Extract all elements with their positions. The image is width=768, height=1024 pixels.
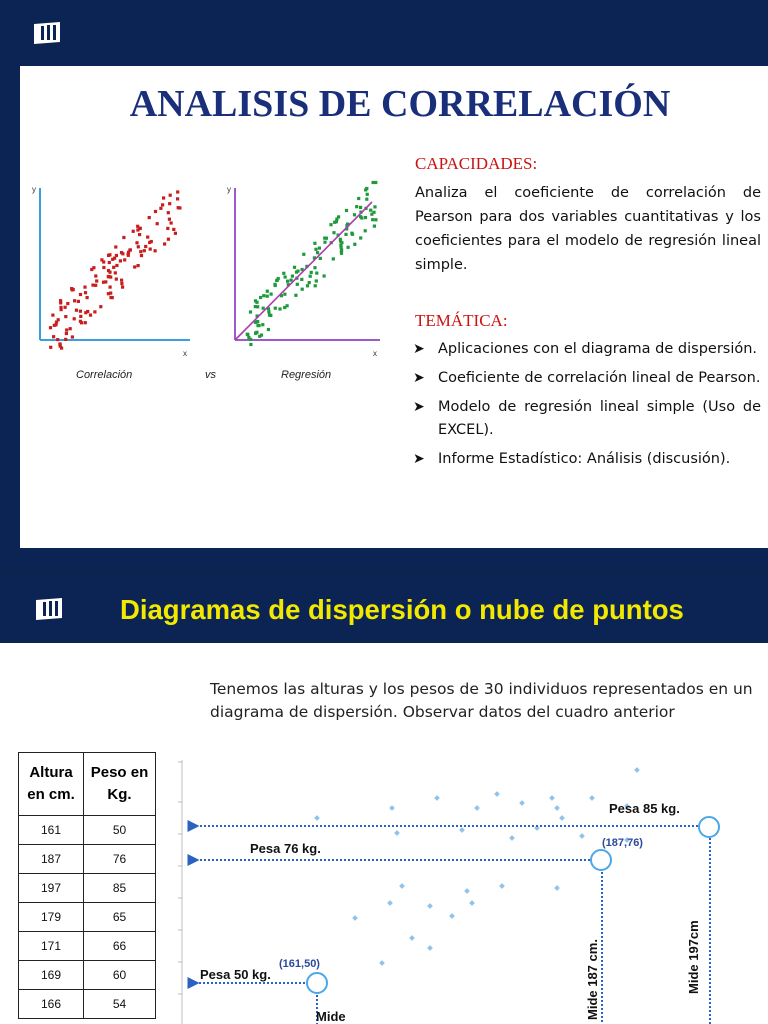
regression-point <box>371 218 374 221</box>
correlation-point <box>120 282 123 285</box>
table-row <box>19 874 156 903</box>
caption-correlation: Correlación <box>76 369 133 381</box>
correlation-point <box>149 248 152 251</box>
height-cell: 169 <box>19 961 84 990</box>
regression-point <box>323 237 326 240</box>
regression-point <box>268 314 271 317</box>
regression-point <box>344 233 347 236</box>
regression-point <box>246 333 249 336</box>
regression-point <box>254 299 257 302</box>
regression-point <box>295 271 298 274</box>
correlation-point <box>176 190 179 193</box>
scatter-point <box>579 833 585 839</box>
correlation-points <box>49 190 182 349</box>
scatter-point <box>379 960 385 966</box>
reg-axis-x-label: x <box>373 349 377 358</box>
correlation-point <box>163 242 166 245</box>
slide-title: ANALISIS DE CORRELACIÓN <box>129 83 671 125</box>
correlation-point <box>64 315 67 318</box>
arrow-bullet-icon: ➤ <box>413 451 425 467</box>
correlation-point <box>92 266 95 269</box>
correlation-point <box>156 222 159 225</box>
correlation-point <box>174 232 177 235</box>
correlation-point <box>66 302 69 305</box>
correlation-point <box>71 335 74 338</box>
correlation-point <box>172 228 175 231</box>
regression-point <box>372 211 375 214</box>
scatter-point <box>427 945 433 951</box>
correlation-point <box>139 250 142 253</box>
regression-point <box>266 290 269 293</box>
y-axis <box>178 760 182 1024</box>
scatter-point <box>352 915 358 921</box>
scatter-point <box>434 795 440 801</box>
tematica-item: ➤ Coeficiente de correlación lineal de Pearson. <box>413 367 761 390</box>
regression-plot <box>227 181 380 358</box>
scatter-point <box>519 800 525 806</box>
label-mide-187: Mide 187 cm. <box>585 939 600 1020</box>
correlation-point <box>109 286 112 289</box>
correlation-point <box>115 278 118 281</box>
correlation-point <box>144 245 147 248</box>
university-logo-icon <box>32 20 62 46</box>
correlation-point <box>102 266 105 269</box>
correlation-point <box>64 306 67 309</box>
capacidades-heading: CAPACIDADES: <box>415 154 538 173</box>
correlation-point <box>161 203 164 206</box>
correlation-point <box>52 335 55 338</box>
regression-point <box>366 193 369 196</box>
regression-point <box>340 248 343 251</box>
table-header-row <box>19 753 156 816</box>
correlation-point <box>146 236 149 239</box>
regression-point <box>365 187 368 190</box>
height-cell: 179 <box>19 903 84 932</box>
correlation-point <box>53 324 56 327</box>
correlation-point <box>170 221 173 224</box>
scatter-point <box>469 900 475 906</box>
header-height: Altura en cm. <box>19 753 84 816</box>
header-bar <box>0 0 768 66</box>
height-weight-table <box>18 752 156 1019</box>
regression-point <box>256 305 259 308</box>
correlation-point <box>166 227 169 230</box>
scatter-point <box>589 795 595 801</box>
regression-point <box>323 241 326 244</box>
regression-point <box>319 257 322 260</box>
intro-text: Tenemos las alturas y los pesos de 30 individuos representados en un diagrama de dispersión. Observar datos del cuadro anterior <box>210 680 753 721</box>
regression-point <box>359 236 362 239</box>
correlation-point <box>108 261 111 264</box>
correlation-point <box>120 279 123 282</box>
height-cell: 166 <box>19 990 84 1019</box>
highlight-point-187-76 <box>591 850 611 870</box>
height-cell: 171 <box>19 932 84 961</box>
correlation-point <box>111 296 114 299</box>
weight-cell: 60 <box>84 961 156 990</box>
correlation-point <box>122 236 125 239</box>
footer-bar <box>0 548 768 572</box>
regression-point <box>249 310 252 313</box>
regression-point <box>258 324 261 327</box>
scatter-point <box>387 900 393 906</box>
regression-point <box>274 284 277 287</box>
correlation-point <box>123 258 126 261</box>
correlation-point <box>107 269 110 272</box>
correlation-point <box>167 238 170 241</box>
correlation-point <box>49 346 52 349</box>
correlation-point <box>120 251 123 254</box>
correlation-point <box>65 332 68 335</box>
correlation-point <box>177 206 180 209</box>
scatter-point <box>399 883 405 889</box>
correlation-point <box>58 343 61 346</box>
weight-cell: 85 <box>84 874 156 903</box>
regression-point <box>302 253 305 256</box>
label-pesa-76: Pesa 76 kg. <box>250 841 321 856</box>
correlation-point <box>79 293 82 296</box>
correlation-point <box>70 287 73 290</box>
scatter-point <box>474 805 480 811</box>
tematica-heading: TEMÁTICA: <box>415 311 508 330</box>
highlight-point-197-85 <box>699 817 719 837</box>
regression-point <box>309 275 312 278</box>
regression-point <box>335 218 338 221</box>
weight-cell: 65 <box>84 903 156 932</box>
correlation-point <box>127 254 130 257</box>
scatter-point <box>427 903 433 909</box>
regression-point <box>310 271 313 274</box>
regression-point <box>261 323 264 326</box>
correlation-point <box>133 265 136 268</box>
correlation-point <box>168 202 171 205</box>
correlation-point <box>89 314 92 317</box>
correlation-point <box>100 258 103 261</box>
correlation-point <box>109 292 112 295</box>
arrow-bullet-icon: ➤ <box>413 370 425 386</box>
regression-point <box>350 232 353 235</box>
regression-point <box>301 288 304 291</box>
correlation-point <box>121 286 124 289</box>
regression-point <box>255 320 258 323</box>
correlation-point <box>114 271 117 274</box>
corr-axis-x-label: x <box>183 349 187 358</box>
table-row <box>19 961 156 990</box>
correlation-point <box>84 291 87 294</box>
scatter-point <box>554 885 560 891</box>
regression-point <box>355 205 358 208</box>
correlation-point <box>128 249 131 252</box>
scatter-point <box>549 795 555 801</box>
scatter-point <box>509 835 515 841</box>
correlation-point <box>86 296 89 299</box>
scatter-point <box>494 791 500 797</box>
tematica-list <box>413 338 761 477</box>
regression-point <box>293 266 296 269</box>
regression-point <box>260 334 263 337</box>
regression-point <box>262 307 265 310</box>
caption-regression: Regresión <box>281 369 332 381</box>
height-weight-scatter <box>170 756 768 1024</box>
scatter-point <box>389 805 395 811</box>
regression-point <box>300 278 303 281</box>
regression-point <box>314 248 317 251</box>
height-cell: 197 <box>19 874 84 903</box>
slide-scatter-diagrams <box>0 576 768 1024</box>
correlation-point <box>115 264 118 267</box>
university-logo-icon <box>34 596 64 622</box>
regression-point <box>316 251 319 254</box>
table-row <box>19 903 156 932</box>
correlation-point <box>73 317 76 320</box>
correlation-point <box>60 347 63 350</box>
capacidades-text: Analiza el coeficiente de correlación de Pearson para dos variables cuantitativas y los coeficientes para el modelo de regresión lineal simple. <box>415 185 761 273</box>
correlation-point <box>148 241 151 244</box>
correlation-point <box>135 241 138 244</box>
regression-point <box>332 257 335 260</box>
correlation-point <box>169 194 172 197</box>
regression-point <box>373 205 376 208</box>
regression-point <box>306 284 309 287</box>
regression-point <box>284 275 287 278</box>
label-mide: Mide <box>316 1009 346 1024</box>
regression-point <box>291 275 294 278</box>
correlation-point <box>139 227 142 230</box>
regression-point <box>323 274 326 277</box>
regression-point <box>267 310 270 313</box>
slide-title: Diagramas de dispersión o nube de puntos <box>120 594 684 625</box>
regression-point <box>333 221 336 224</box>
regression-point <box>353 243 356 246</box>
correlation-point <box>176 197 179 200</box>
highlight-point-161-50 <box>307 973 327 993</box>
regression-point <box>267 328 270 331</box>
regression-point <box>357 197 360 200</box>
regression-point <box>359 206 362 209</box>
regression-point <box>290 279 293 282</box>
scatter-point <box>409 935 415 941</box>
weight-cell: 50 <box>84 816 156 845</box>
label-mide-197: Mide 197cm <box>686 920 701 994</box>
label-point-187-76: (187,76) <box>602 837 643 849</box>
correlation-point <box>75 309 78 312</box>
table-row <box>19 932 156 961</box>
tematica-item: ➤ Modelo de regresión lineal simple (Uso de EXCEL). <box>413 396 761 442</box>
correlation-point <box>109 276 112 279</box>
correlation-point <box>168 218 171 221</box>
regression-point <box>270 293 273 296</box>
scatter-point <box>459 827 465 833</box>
correlation-point <box>137 245 140 248</box>
correlation-point <box>49 326 52 329</box>
regression-point <box>315 272 318 275</box>
correlation-point <box>95 279 98 282</box>
regression-point <box>374 181 377 184</box>
arrow-bullet-icon: ➤ <box>413 341 425 357</box>
correlation-vs-regression-thumbnail <box>30 180 390 390</box>
correlation-point <box>112 266 115 269</box>
correlation-point <box>94 274 97 277</box>
regression-point <box>340 246 343 249</box>
correlation-point <box>77 300 80 303</box>
regression-point <box>249 343 252 346</box>
correlation-point <box>94 284 97 287</box>
regression-point <box>286 280 289 283</box>
regression-point <box>353 213 356 216</box>
regression-point <box>308 281 311 284</box>
correlation-point <box>107 254 110 257</box>
weight-cell: 76 <box>84 845 156 874</box>
regression-point <box>318 247 321 250</box>
regression-point <box>283 293 286 296</box>
regression-point <box>266 295 269 298</box>
correlation-point <box>119 259 122 262</box>
correlation-point <box>162 196 165 199</box>
correlation-point <box>167 211 170 214</box>
correlation-point <box>113 257 116 260</box>
scatter-point <box>314 815 320 821</box>
regression-point <box>369 209 372 212</box>
tematica-item: ➤ Informe Estadístico: Análisis (discusión). <box>413 448 761 471</box>
correlation-point <box>140 254 143 257</box>
left-accent-bar <box>0 0 20 572</box>
correlation-point <box>99 305 102 308</box>
correlation-point <box>114 245 117 248</box>
regression-point <box>314 284 317 287</box>
regression-point <box>278 307 281 310</box>
correlation-point <box>148 216 151 219</box>
correlation-point <box>51 314 54 317</box>
scatter-point <box>449 913 455 919</box>
regression-point <box>274 307 277 310</box>
regression-point <box>340 252 343 255</box>
reg-axis-y-label: y <box>227 185 231 194</box>
correlation-point <box>84 321 87 324</box>
correlation-point <box>93 310 96 313</box>
correlation-point <box>159 207 162 210</box>
regression-point <box>373 225 376 228</box>
regression-point <box>364 216 367 219</box>
scatter-point <box>634 767 640 773</box>
regression-point <box>286 304 289 307</box>
correlation-point <box>73 299 76 302</box>
correlation-point <box>102 281 105 284</box>
label-pesa-85: Pesa 85 kg. <box>609 801 680 816</box>
regression-point <box>247 336 250 339</box>
correlation-point <box>132 230 135 233</box>
regression-line <box>235 202 372 340</box>
regression-point <box>277 277 280 280</box>
scatter-points <box>314 767 640 966</box>
correlation-point <box>79 320 82 323</box>
weight-cell: 54 <box>84 990 156 1019</box>
scatter-point <box>559 815 565 821</box>
table-row <box>19 845 156 874</box>
correlation-point <box>154 210 157 213</box>
regression-point <box>364 229 367 232</box>
regression-point <box>296 283 299 286</box>
correlation-point <box>59 301 62 304</box>
correlation-point <box>60 308 63 311</box>
regression-point <box>313 242 316 245</box>
correlation-point <box>56 338 59 341</box>
correlation-point <box>64 338 67 341</box>
height-cell: 187 <box>19 845 84 874</box>
regression-point <box>294 294 297 297</box>
correlation-point <box>137 264 140 267</box>
tematica-item: ➤ Aplicaciones con el diagrama de dispersión. <box>413 338 761 361</box>
regression-point <box>374 218 377 221</box>
weight-cell: 66 <box>84 932 156 961</box>
header-weight: Peso en Kg. <box>84 753 156 816</box>
correlation-point <box>154 249 157 252</box>
label-pesa-50: Pesa 50 kg. <box>200 967 271 982</box>
correlation-point <box>65 328 68 331</box>
regression-point <box>329 223 332 226</box>
correlation-point <box>55 321 58 324</box>
correlation-plot <box>32 185 190 358</box>
correlation-point <box>138 233 141 236</box>
correlation-point <box>84 311 87 314</box>
correlation-point <box>69 327 72 330</box>
regression-point <box>365 198 368 201</box>
scatter-point <box>464 888 470 894</box>
scatter-point <box>499 883 505 889</box>
regression-point <box>262 294 265 297</box>
corr-axis-y-label: y <box>32 185 36 194</box>
caption-vs: vs <box>205 369 216 381</box>
label-point-161-50: (161,50) <box>279 958 320 970</box>
arrow-bullet-icon: ➤ <box>413 399 425 415</box>
correlation-point <box>79 315 82 318</box>
regression-point <box>345 209 348 212</box>
correlation-point <box>143 249 146 252</box>
regression-point <box>347 246 350 249</box>
table-row <box>19 990 156 1019</box>
scatter-point <box>554 805 560 811</box>
regression-point <box>259 296 262 299</box>
regression-point <box>282 272 285 275</box>
regression-point <box>339 238 342 241</box>
regression-point <box>313 266 316 269</box>
regression-point <box>332 231 335 234</box>
regression-point <box>254 332 257 335</box>
correlation-point <box>79 310 82 313</box>
regression-point <box>315 279 318 282</box>
height-cell: 161 <box>19 816 84 845</box>
correlation-point <box>83 286 86 289</box>
table-row <box>19 816 156 845</box>
scatter-point <box>394 830 400 836</box>
